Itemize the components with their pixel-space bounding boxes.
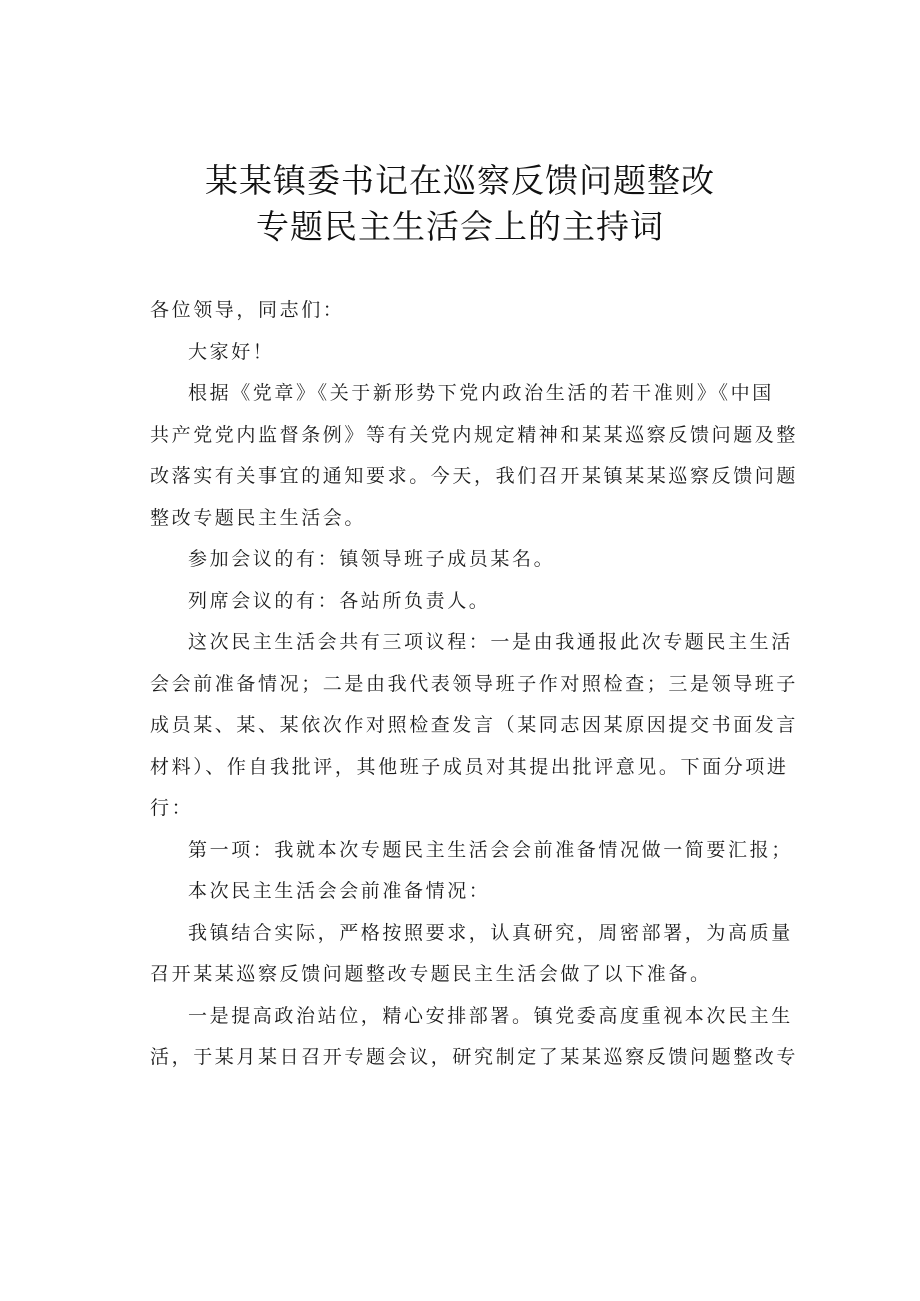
paragraph-line: 成员某、某、某依次作对照检查发言（某同志因某原因提交书面发言 (150, 714, 799, 736)
paragraph-preparation (150, 913, 800, 996)
paragraph-point-one (150, 996, 800, 1079)
paragraph-attendees (150, 539, 800, 581)
paragraph-line: 行： (150, 797, 194, 819)
paragraph-line: 我镇结合实际，严格按照要求，认真研究，周密部署，为高质量 (188, 921, 793, 944)
paragraph-line: 活，于某月某日召开专题会议，研究制定了某某巡察反馈问题整改专 (150, 1046, 799, 1068)
paragraph-line: 整改专题民主生活会。 (150, 506, 367, 529)
paragraph-line: 根据《党章》《关于新形势下党内政治生活的若干准则》《中国 (188, 382, 774, 404)
paragraph-line: 第一项：我就本次专题民主生活会会前准备情况做一简要汇报； (188, 838, 793, 861)
greeting-text: 各位领导，同志们： (150, 299, 345, 321)
paragraph-line: 共产党党内监督条例》等有关党内规定精神和某某巡察反馈问题及整 (150, 423, 799, 446)
paragraph-line: 改落实有关事宜的通知要求。今天，我们召开某镇某某巡察反馈问题 (150, 465, 799, 487)
paragraph-basis (150, 373, 800, 539)
greeting (150, 290, 800, 332)
document-body (150, 290, 800, 1079)
paragraph-line: 参加会议的有：镇领导班子成员某名。 (188, 548, 556, 570)
document-title (0, 158, 920, 250)
paragraph-line: 会会前准备情况；二是由我代表领导班子作对照检查；三是领导班子 (150, 672, 799, 695)
paragraph-line: 材料）、作自我批评，其他班子成员对其提出批评意见。下面分项进 (150, 755, 789, 778)
paragraph-agenda (150, 622, 800, 830)
paragraph-line: 列席会议的有：各站所负责人。 (188, 589, 491, 612)
paragraph-item-one (150, 830, 800, 872)
paragraph-line: 一是提高政治站位，精心安排部署。镇党委高度重视本次民主生 (188, 1004, 793, 1027)
paragraph-preparation-heading (150, 871, 800, 913)
paragraph-line: 召开某某巡察反馈问题整改专题民主生活会做了以下准备。 (150, 963, 712, 985)
paragraph-line: 大家好！ (188, 340, 275, 363)
paragraph-line: 本次民主生活会会前准备情况： (188, 880, 491, 902)
paragraph-opening (150, 332, 800, 374)
title-line-2: 专题民主生活会上的主持词 (256, 207, 664, 246)
title-line-1: 某某镇委书记在巡察反馈问题整改 (205, 161, 715, 200)
paragraph-observers (150, 581, 800, 623)
paragraph-line: 这次民主生活会共有三项议程：一是由我通报此次专题民主生活 (188, 631, 793, 653)
